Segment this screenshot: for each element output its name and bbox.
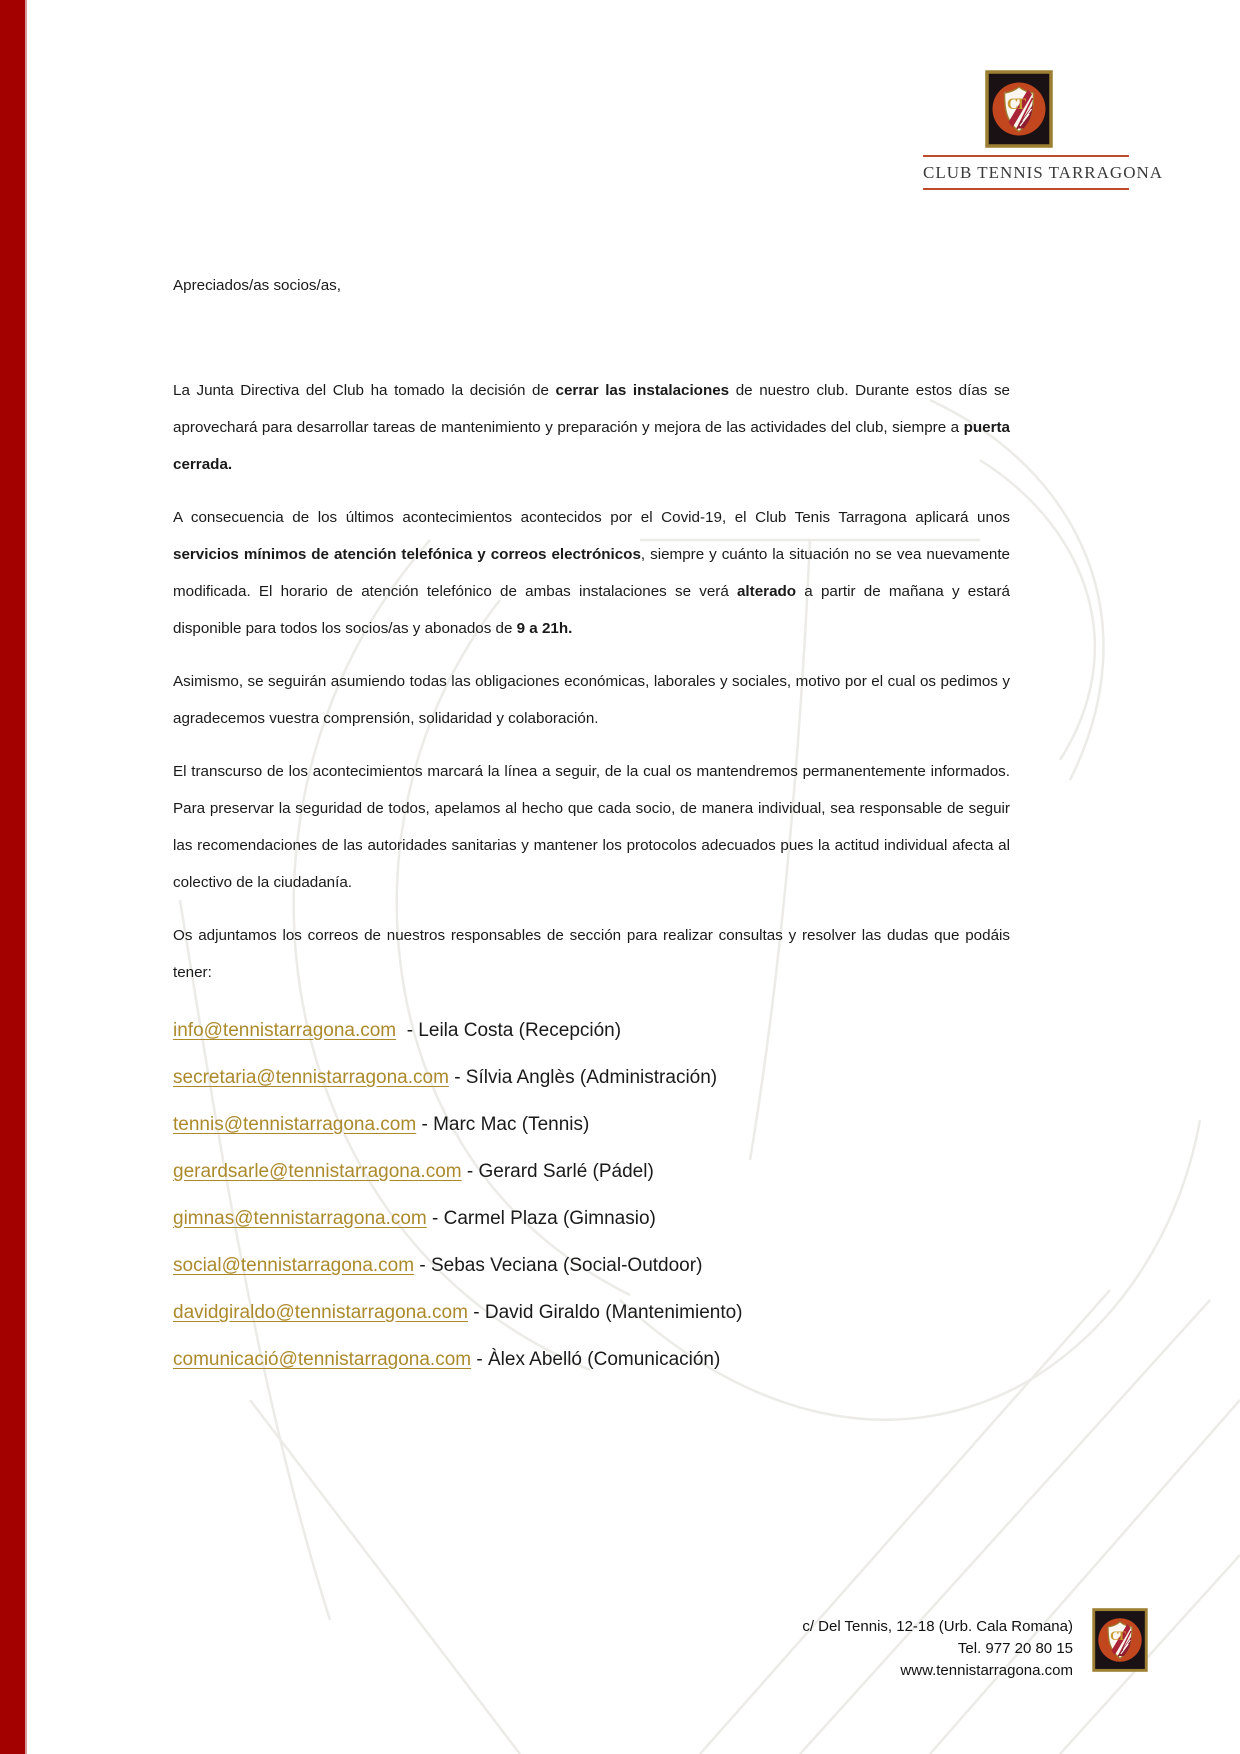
paragraph-bold-text: cerrar las instalaciones	[555, 382, 730, 399]
letter-paragraph	[173, 917, 1010, 991]
brand-rule-bottom	[923, 188, 1129, 190]
contact-name: - David Giraldo (Mantenimiento)	[467, 1302, 743, 1323]
club-crest-logo-small	[1091, 1608, 1149, 1672]
paragraph-text: Os adjuntamos los correos de nuestros responsables de sección para realizar consultas y resolver las dudas que podáis tener:	[173, 927, 1010, 981]
paragraph-text: a partir de mañana y estará disponible para todos los socios/as y abonados de	[173, 583, 1010, 637]
left-accent-bar	[0, 0, 27, 1754]
contact-name: - Sílvia Anglès (Administración)	[448, 1067, 718, 1088]
contact-list	[173, 1007, 1010, 1383]
email-link[interactable]: info@tennistarragona.com	[173, 1020, 397, 1041]
letter-body	[173, 267, 1010, 1383]
contact-line	[173, 1195, 1010, 1242]
paragraph-text: El transcurso de los acontecimientos marcará la línea a seguir, de la cual os mantendremos permanentemente informados. Para preservar la seguridad de todos, apelamos al hecho que cada socio, de manera individual, sea responsable de seguir las recomendaciones de las autoridades sanitarias y mantener los protocolos adecuados pues la actitud individual afecta al colectivo de la ciudadanía.	[173, 763, 1010, 891]
paragraph-bold-text: 9 a 21h.	[516, 620, 573, 637]
footer-website: www.tennistarragona.com	[900, 1662, 1073, 1679]
paragraph-text: A consecuencia de los últimos acontecimientos acontecidos por el Covid-19, el Club Tenis Tarragona aplicará unos	[173, 509, 1010, 526]
contact-name: - Àlex Abelló (Comunicación)	[471, 1349, 721, 1370]
club-crest-logo	[985, 70, 1053, 148]
email-link[interactable]: gimnas@tennistarragona.com	[173, 1208, 427, 1229]
contact-name: - Gerard Sarlé (Pádel)	[461, 1161, 654, 1182]
footer-address: c/ Del Tennis, 12-18 (Urb. Cala Romana)	[802, 1618, 1073, 1635]
letter-paragraph	[173, 499, 1010, 647]
contact-line	[173, 1336, 1010, 1383]
contact-line	[173, 1054, 1010, 1101]
email-link[interactable]: secretaria@tennistarragona.com	[173, 1067, 449, 1088]
brand-name: CLUB TENNIS TARRAGONA	[923, 163, 1164, 182]
paragraph-bold-text: puerta cerrada.	[173, 419, 1010, 473]
svg-text:CT: CT	[1110, 1628, 1124, 1643]
contact-line	[173, 1101, 1010, 1148]
contact-line	[173, 1007, 1010, 1054]
paragraph-bold-text: alterado	[736, 583, 797, 600]
paragraph-text: de nuestro club. Durante estos días se aprovechará para desarrollar tareas de mantenimiento y preparación y mejora de las actividades del club, siempre a	[173, 382, 1010, 436]
brand-block	[923, 155, 1164, 190]
letter-paragraph	[173, 663, 1010, 737]
paragraph-text: , siempre y cuánto la situación no se vea nuevamente modificada. El horario de atención telefónico de ambas instalaciones se verá	[173, 546, 1011, 600]
letter-paragraph	[173, 372, 1010, 483]
paragraph-bold-text: servicios mínimos de atención telefónica y correos electrónicos	[173, 546, 641, 563]
footer-block	[802, 1616, 1073, 1682]
contact-line	[173, 1289, 1010, 1336]
email-link[interactable]: gerardsarle@tennistarragona.com	[173, 1161, 462, 1182]
email-link[interactable]: comunicació@tennistarragona.com	[173, 1349, 472, 1370]
paragraph-text: Asimismo, se seguirán asumiendo todas las obligaciones económicas, laborales y sociales, motivo por el cual os pedimos y agradecemos vuestra comprensión, solidaridad y colaboración.	[173, 673, 1010, 727]
letter-paragraph	[173, 753, 1010, 901]
contact-name: - Sebas Veciana (Social-Outdoor)	[414, 1255, 703, 1276]
footer-phone: Tel. 977 20 80 15	[957, 1640, 1073, 1657]
email-link[interactable]: social@tennistarragona.com	[173, 1255, 415, 1276]
svg-text:CT: CT	[1007, 96, 1024, 113]
contact-name: - Carmel Plaza (Gimnasio)	[426, 1208, 656, 1229]
contact-line	[173, 1242, 1010, 1289]
paragraph-text: La Junta Directiva del Club ha tomado la decisión de	[173, 382, 556, 399]
email-link[interactable]: davidgiraldo@tennistarragona.com	[173, 1302, 468, 1323]
salutation: Apreciados/as socios/as,	[173, 277, 341, 294]
contact-line	[173, 1148, 1010, 1195]
contact-name: - Marc Mac (Tennis)	[416, 1114, 590, 1135]
contact-name: - Leila Costa (Recepción)	[396, 1020, 622, 1041]
paragraphs-container	[173, 372, 1010, 991]
email-link[interactable]: tennis@tennistarragona.com	[173, 1114, 417, 1135]
